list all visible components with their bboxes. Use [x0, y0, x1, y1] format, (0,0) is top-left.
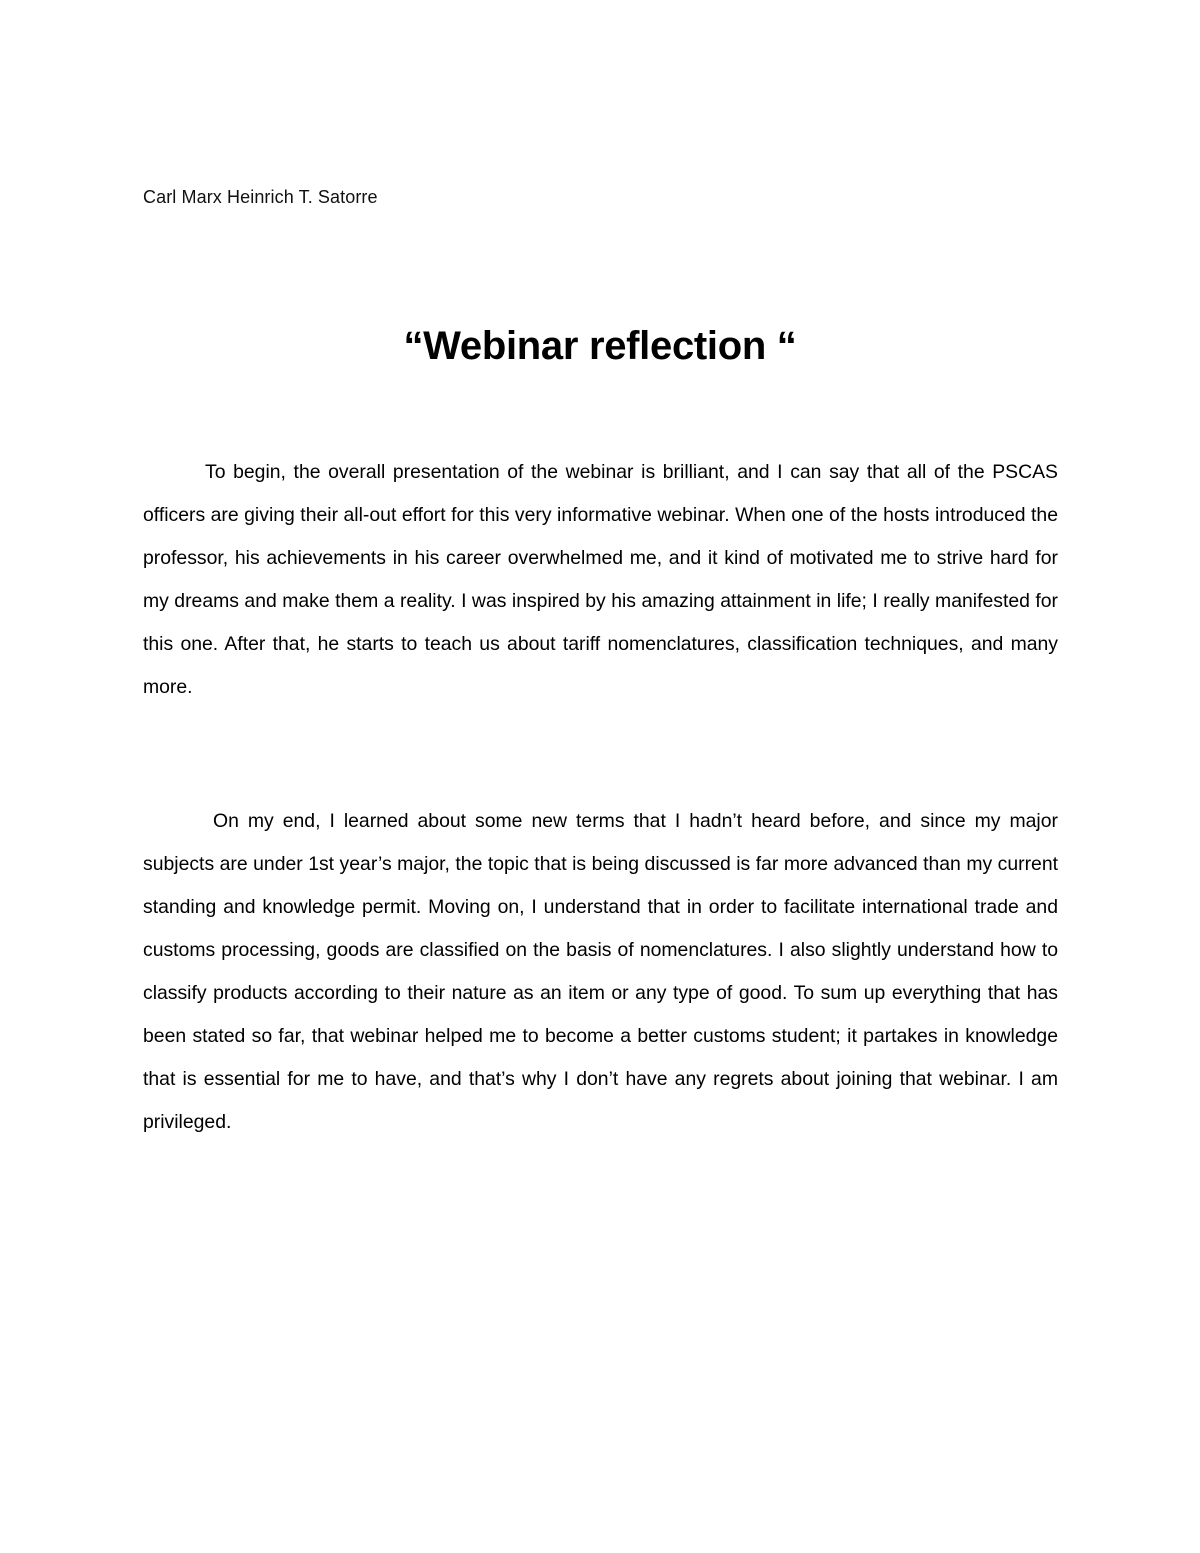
document-title: “Webinar reflection “	[403, 324, 797, 368]
paragraph-reflection: On my end, I learned about some new terms that I hadn’t heard before, and since my major subjects are under 1st year’s major, the topic that is being discussed is far more advanced than my current standing and knowledge permit. Moving on, I understand that in order to facilitate international trade and customs processing, goods are classified on the basis of nomenclatures. I also slightly understand how to classify products according to their nature as an item or any type of good. To sum up everything that has been stated so far, that webinar helped me to become a better customs student; it partakes in knowledge that is essential for me to have, and that’s why I don’t have any regrets about joining that webinar. I am privileged.	[143, 810, 1058, 1133]
author-name: Carl Marx Heinrich T. Satorre	[143, 187, 378, 207]
paragraph-intro: To begin, the overall presentation of the webinar is brilliant, and I can say that all of the PSCAS officers are giving their all-out effort for this very informative webinar. When one of the hosts introduced the professor, his achievements in his career overwhelmed me, and it kind of motivated me to strive hard for my dreams and make them a reality. I was inspired by his amazing attainment in life; I really manifested for this one. After that, he starts to teach us about tariff nomenclatures, classification techniques, and many more.	[143, 461, 1058, 698]
